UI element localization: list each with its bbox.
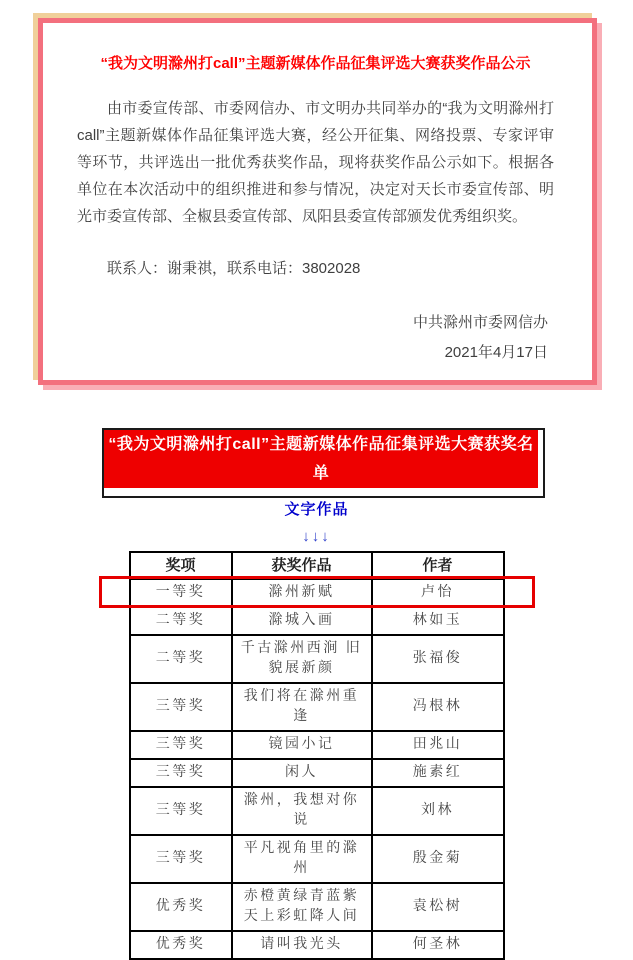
award-cell: 二等奖 [130, 607, 232, 635]
work-cell: 请叫我光头 [232, 931, 372, 959]
table-row [130, 635, 504, 683]
author-cell: 袁松树 [372, 883, 504, 931]
column-header-award: 奖项 [130, 552, 232, 579]
table-row [130, 931, 504, 959]
table-row [130, 731, 504, 759]
work-cell: 我们将在滁州重逢 [232, 683, 372, 731]
signature-org: 中共滁州市委网信办 [412, 314, 548, 331]
table-row [130, 835, 504, 883]
award-cell: 三等奖 [130, 759, 232, 787]
down-arrows-icon: ↓↓↓ [302, 528, 331, 545]
author-cell: 张福俊 [372, 635, 504, 683]
work-cell: 赤橙黄绿青蓝紫 天上彩虹降人间 [232, 883, 372, 931]
author-cell: 刘林 [372, 787, 504, 835]
award-cell: 一等奖 [130, 579, 232, 607]
work-cell: 滁州新赋 [232, 579, 372, 607]
announcement-title: “我为文明滁州打call”主题新媒体作品征集评选大赛获奖作品公示 [100, 55, 531, 72]
signature-date: 2021年4月17日 [444, 344, 548, 361]
announcement-box [38, 18, 597, 385]
award-cell: 三等奖 [130, 787, 232, 835]
award-list-banner [102, 428, 545, 498]
author-cell: 卢怡 [372, 579, 504, 607]
awards-table [129, 551, 505, 960]
author-cell: 田兆山 [372, 731, 504, 759]
work-cell: 平凡视角里的滁州 [232, 835, 372, 883]
table-row [130, 579, 504, 607]
work-cell: 滁城入画 [232, 607, 372, 635]
award-cell: 三等奖 [130, 731, 232, 759]
award-cell: 优秀奖 [130, 931, 232, 959]
awards-table-area [0, 551, 633, 960]
author-cell: 施素红 [372, 759, 504, 787]
work-cell: 闲人 [232, 759, 372, 787]
table-row [130, 883, 504, 931]
award-cell: 二等奖 [130, 635, 232, 683]
contact-line: 联系人：谢秉祺，联系电话：3802028 [107, 260, 361, 277]
announcement-body: 由市委宣传部、市委网信办、市文明办共同举办的“我为文明滁州打call”主题新媒体作品征集评选大赛，经公开征集、网络投票、专家评审等环节，共评选出一批优秀获奖作品，现将获奖作品公示如下。根据各单位在本次活动中的组织推进和参与情况，决定对天长市委宣传部、明光市委宣传部、全椒县委宣传部、凤阳县委宣传部颁发优秀组织奖。 [77, 100, 554, 225]
award-cell: 三等奖 [130, 835, 232, 883]
section-heading-text-works: 文字作品 [284, 501, 349, 518]
author-cell: 林如玉 [372, 607, 504, 635]
column-header-work: 获奖作品 [232, 552, 372, 579]
table-row [130, 759, 504, 787]
table-row [130, 683, 504, 731]
author-cell: 冯根林 [372, 683, 504, 731]
award-cell: 三等奖 [130, 683, 232, 731]
table-row [130, 787, 504, 835]
work-cell: 滁州，我想对你说 [232, 787, 372, 835]
author-cell: 殷金菊 [372, 835, 504, 883]
work-cell: 镜园小记 [232, 731, 372, 759]
work-cell: 千古滁州西涧 旧貌展新颜 [232, 635, 372, 683]
award-cell: 优秀奖 [130, 883, 232, 931]
author-cell: 何圣林 [372, 931, 504, 959]
column-header-author: 作者 [372, 552, 504, 579]
award-list-banner-title: “我为文明滁州打call”主题新媒体作品征集评选大赛获奖名单 [104, 430, 538, 488]
table-row [130, 607, 504, 635]
table-header-row [130, 552, 504, 579]
